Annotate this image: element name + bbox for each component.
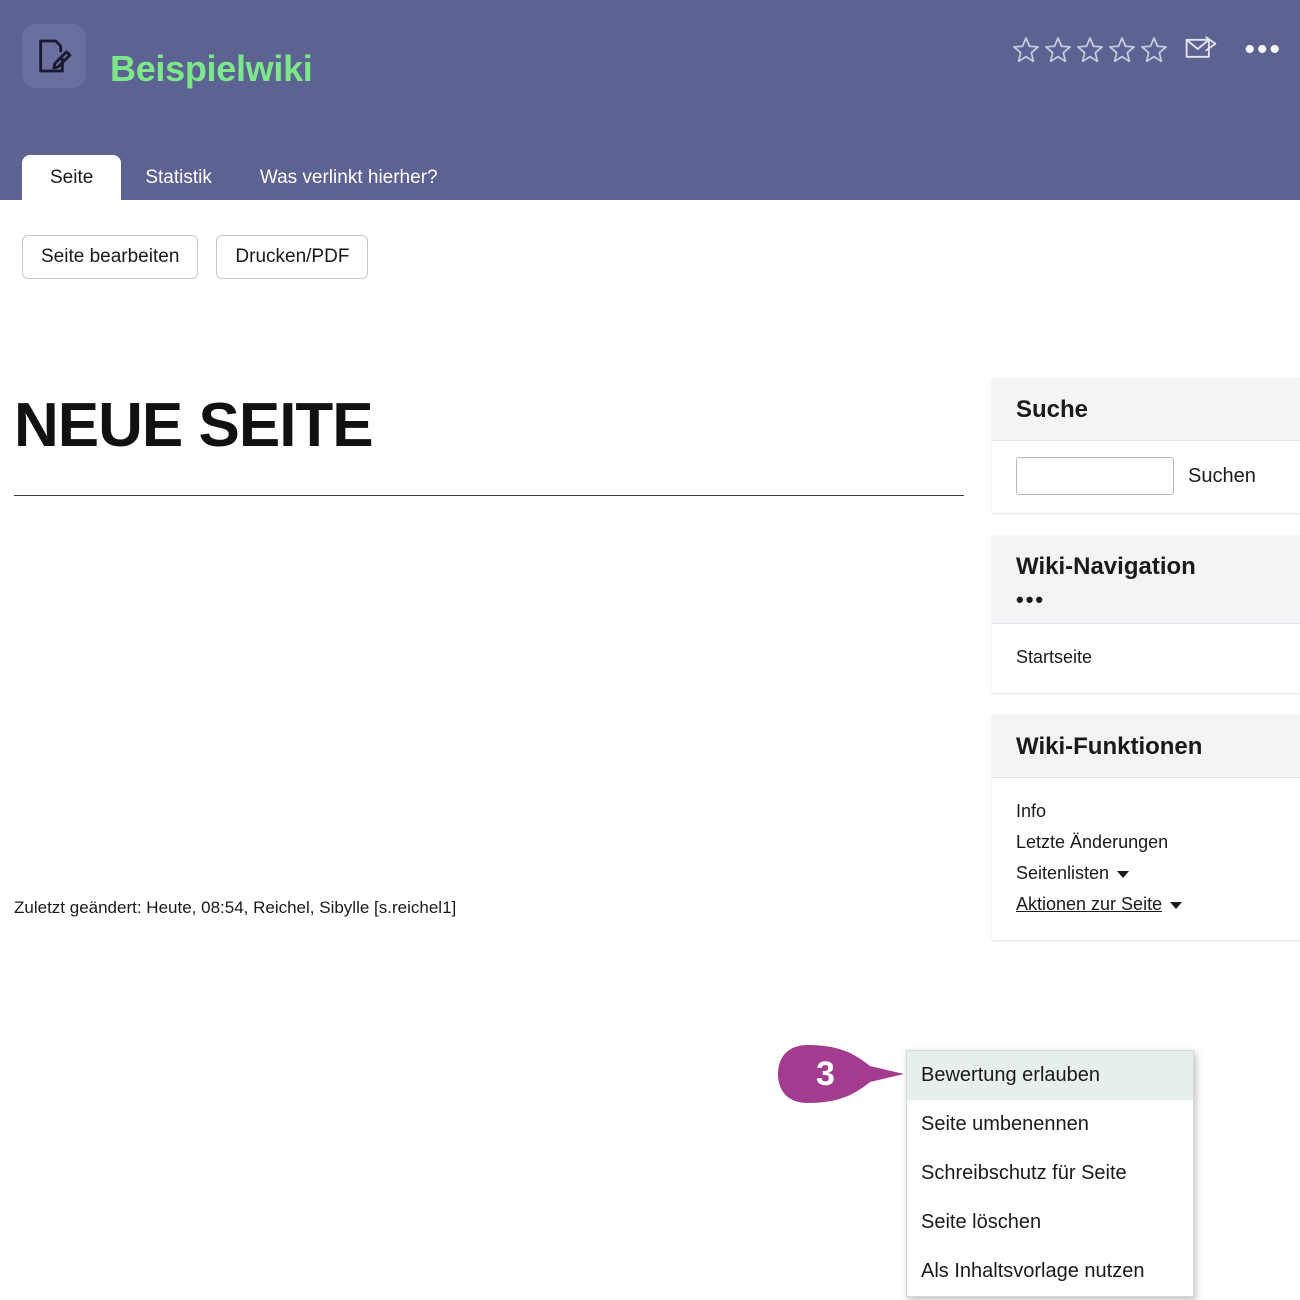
rating-star-3-icon[interactable] — [1074, 34, 1106, 66]
callout-marker-3 — [778, 1043, 908, 1105]
functions-panel-body — [992, 778, 1300, 940]
sidebar-item-letzte-aenderungen[interactable]: Letzte Änderungen — [1016, 832, 1169, 852]
chevron-down-icon — [1117, 871, 1129, 878]
rating-star-5-icon[interactable] — [1138, 34, 1170, 66]
rating-star-1-icon[interactable] — [1010, 34, 1042, 66]
sidebar-item-aktionen-label: Aktionen zur Seite — [1016, 894, 1163, 914]
page-toolbar — [22, 235, 368, 279]
edit-page-button[interactable]: Seite bearbeiten — [22, 235, 198, 279]
navigation-more-icon[interactable]: ••• — [1016, 587, 1046, 612]
navigation-panel-title — [992, 535, 1300, 624]
menu-item-schreibschutz-fuer-seite[interactable]: Schreibschutz für Seite — [921, 1162, 1127, 1184]
tab-seite[interactable]: Seite — [22, 155, 121, 202]
page-title-header: Beispielwiki — [110, 48, 313, 89]
search-panel — [992, 378, 1300, 513]
app-header — [0, 0, 1300, 200]
callout-pointer-shape — [778, 1043, 908, 1105]
sidebar-item-startseite[interactable]: Startseite — [1016, 647, 1093, 667]
more-options-icon[interactable]: ••• — [1244, 33, 1282, 66]
edit-page-icon — [22, 24, 86, 88]
title-divider — [14, 495, 964, 496]
rating-star-2-icon[interactable] — [1042, 34, 1074, 66]
tab-bar — [22, 155, 462, 202]
search-row — [992, 441, 1300, 513]
navigation-panel-body — [992, 624, 1300, 693]
rating-star-4-icon[interactable] — [1106, 34, 1138, 66]
search-button[interactable]: Suchen — [1182, 457, 1262, 495]
page-title: NEUE SEITE — [14, 391, 373, 460]
menu-item-seite-loeschen[interactable]: Seite löschen — [921, 1211, 1042, 1233]
search-panel-title: Suche — [992, 378, 1300, 441]
tab-statistik[interactable]: Statistik — [145, 167, 212, 188]
sidebar-item-aktionen-zur-seite[interactable] — [1016, 889, 1298, 920]
menu-item-bewertung-erlauben[interactable]: Bewertung erlauben — [907, 1051, 1193, 1100]
callout-number: 3 — [816, 1055, 835, 1093]
page-content — [14, 390, 964, 496]
search-input[interactable] — [1016, 457, 1174, 495]
header-actions — [1010, 34, 1282, 66]
navigation-panel — [992, 535, 1300, 693]
navigation-panel-label: Wiki-Navigation — [1016, 553, 1196, 580]
functions-panel-title: Wiki-Funktionen — [992, 715, 1300, 778]
page-actions-menu — [906, 1050, 1194, 1297]
sidebar-item-seitenlisten-label: Seitenlisten — [1016, 863, 1110, 883]
last-modified-text: Zuletzt geändert: Heute, 08:54, Reichel, Sibylle [s.reichel1] — [14, 898, 457, 917]
sidebar-item-seitenlisten[interactable] — [1016, 858, 1298, 889]
wiki-logo[interactable] — [22, 24, 86, 88]
print-pdf-button[interactable]: Drucken/PDF — [216, 235, 368, 279]
menu-item-seite-umbenennen[interactable]: Seite umbenennen — [921, 1113, 1089, 1135]
functions-panel — [992, 715, 1300, 940]
menu-item-als-inhaltsvorlage-nutzen[interactable]: Als Inhaltsvorlage nutzen — [921, 1260, 1145, 1282]
mail-envelope-icon[interactable] — [1184, 34, 1218, 66]
sidebar-item-info[interactable]: Info — [1016, 801, 1047, 821]
tab-was-verlinkt-hierher[interactable]: Was verlinkt hierher? — [259, 167, 438, 188]
chevron-down-icon — [1170, 902, 1182, 909]
sidebar — [992, 378, 1300, 962]
